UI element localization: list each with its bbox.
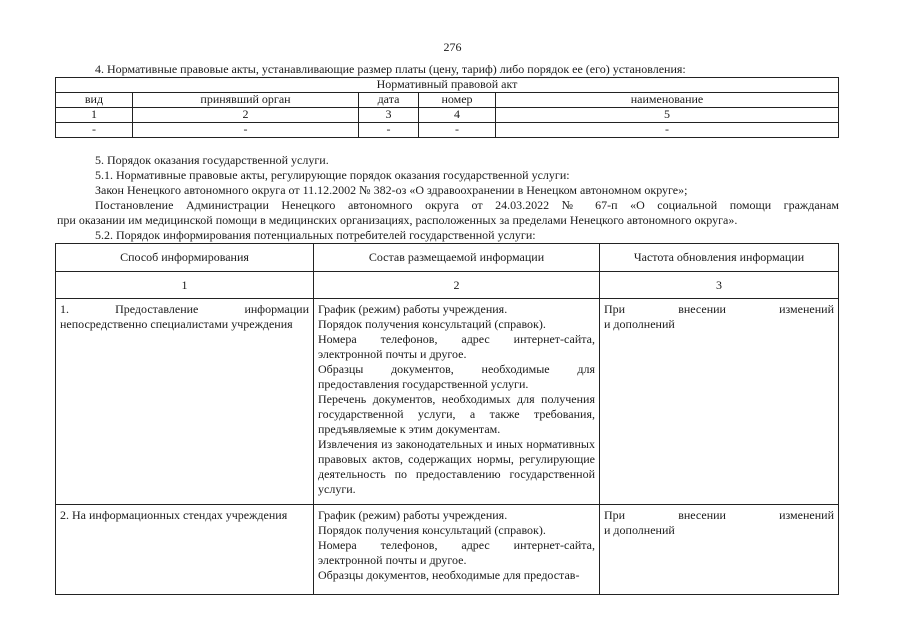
content-item: Образцы документов, необходимые для предоставления государственной услуги.	[318, 362, 595, 391]
column-header: Частота обновления информации	[600, 244, 839, 272]
table-number-row	[56, 108, 839, 123]
column-number: 3	[600, 272, 839, 299]
content-item: Порядок получения консультаций (справок).	[318, 317, 546, 331]
table-group-header: Нормативный правовой акт	[56, 78, 839, 93]
content-item: Извлечения из законодательных и иных нормативных правовых актов, содержащих нормы, регулирующие деятельность по предоставлению государственной услуги.	[318, 437, 595, 496]
table-number-row	[56, 272, 839, 299]
decree-reference-line2: при оказании им медицинской помощи в медицинских организациях, расположенных за пределами Ненецкого автономного округа».	[57, 213, 738, 227]
information-content	[314, 505, 600, 595]
column-number: 2	[314, 272, 600, 299]
freq-line: и дополнений	[604, 317, 675, 331]
table-cell: -	[359, 123, 419, 138]
table-cell: -	[133, 123, 359, 138]
freq-word: внесении	[678, 302, 726, 316]
update-frequency	[600, 299, 839, 505]
column-number: 1	[56, 108, 133, 123]
fee-acts-table	[55, 77, 839, 138]
table-row	[56, 505, 839, 595]
column-header: принявший орган	[133, 93, 359, 108]
update-frequency	[600, 505, 839, 595]
content-item: График (режим) работы учреждения.	[318, 302, 508, 316]
content-item: Номера телефонов, адрес интернет-сайта, электронной почты и другое.	[318, 332, 595, 361]
freq-line: и дополнений	[604, 523, 675, 537]
column-number: 3	[359, 108, 419, 123]
table-header-row	[56, 93, 839, 108]
freq-word: внесении	[678, 508, 726, 522]
column-header: Состав размещаемой информации	[314, 244, 600, 272]
freq-word: При	[604, 302, 626, 316]
column-header: дата	[359, 93, 419, 108]
informing-method: 2. На информационных стендах учреждения	[60, 508, 288, 522]
section5-1-heading: 5.1. Нормативные правовые акты, регулирующие порядок оказания государственной услуги:	[95, 168, 570, 182]
table-cell: -	[56, 123, 133, 138]
freq-word: изменений	[779, 302, 834, 316]
column-header: наименование	[496, 93, 839, 108]
table-row	[56, 299, 839, 505]
table-row	[56, 123, 839, 138]
content-item: Образцы документов, необходимые для предостав-	[318, 568, 580, 582]
freq-word: При	[604, 508, 626, 522]
content-item: График (режим) работы учреждения.	[318, 508, 508, 522]
law-reference: Закон Ненецкого автономного округа от 11.12.2002 № 382-оз «О здравоохранении в Ненецком автономном округе»;	[95, 183, 688, 197]
content-item: Перечень документов, необходимых для получения государственной услуги, а также требования, предъявляемые к этим документам.	[318, 392, 595, 436]
column-header: вид	[56, 93, 133, 108]
table-header-row	[56, 244, 839, 272]
table-cell: -	[496, 123, 839, 138]
column-number: 4	[419, 108, 496, 123]
informing-method: 1. Предоставление информации непосредственно специалистами учреждения	[60, 302, 309, 331]
freq-word: изменений	[779, 508, 834, 522]
section4-heading: 4. Нормативные правовые акты, устанавливающие размер платы (цену, тариф) либо порядок ее (его) установления:	[95, 62, 686, 76]
table-cell: -	[419, 123, 496, 138]
section5-2-heading: 5.2. Порядок информирования потенциальных потребителей государственной услуги:	[95, 228, 536, 242]
informing-table	[55, 243, 839, 595]
decree-reference-line1: Постановление Администрации Ненецкого автономного округа от 24.03.2022 № 67-п «О социальной помощи гражданам	[95, 198, 839, 212]
column-header: номер	[419, 93, 496, 108]
column-header: Способ информирования	[56, 244, 314, 272]
column-number: 5	[496, 108, 839, 123]
page-number: 276	[443, 40, 462, 54]
section5-heading: 5. Порядок оказания государственной услуги.	[95, 153, 329, 167]
column-number: 2	[133, 108, 359, 123]
information-content	[314, 299, 600, 505]
content-item: Порядок получения консультаций (справок).	[318, 523, 546, 537]
content-item: Номера телефонов, адрес интернет-сайта, электронной почты и другое.	[318, 538, 595, 567]
column-number: 1	[56, 272, 314, 299]
